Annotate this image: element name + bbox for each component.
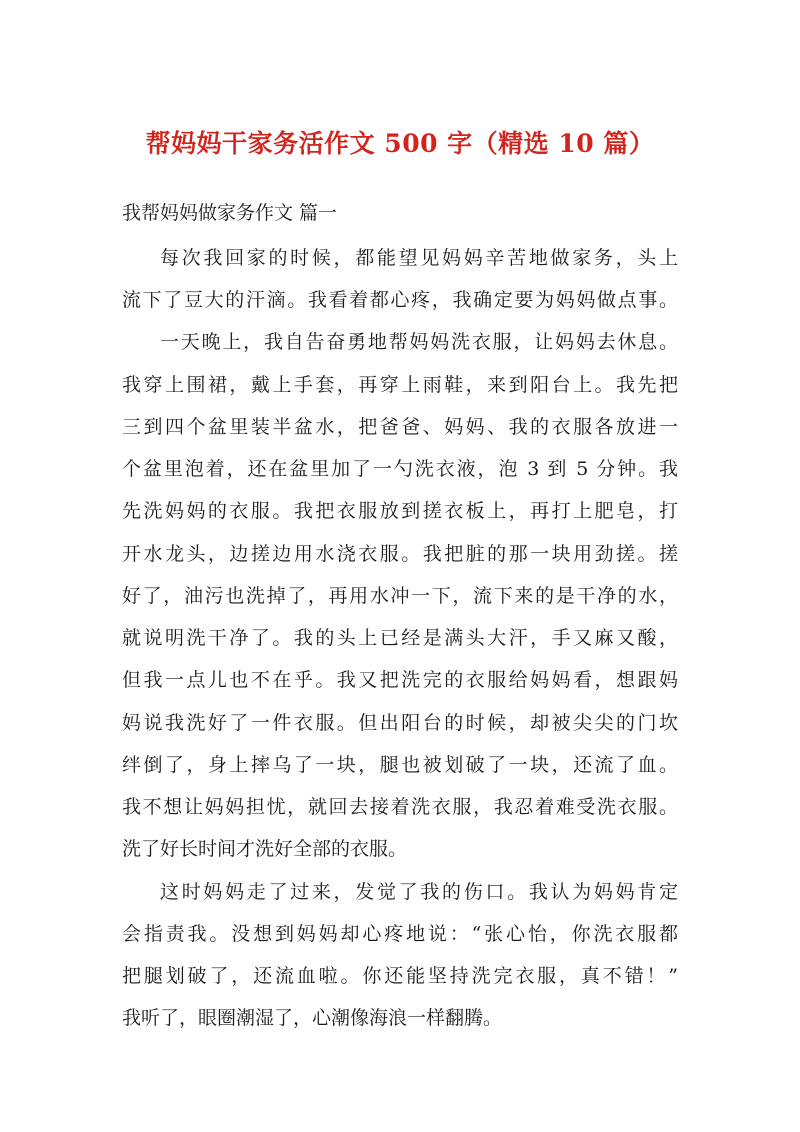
paragraph-line: 一天晚上，我自告奋勇地帮妈妈洗衣服，让妈妈去休息。 [160,331,678,353]
paragraph-line: 绊倒了，身上摔乌了一块，腿也被划破了一块，还流了血。 [122,754,678,776]
paragraph-line: 开水龙头，边搓边用水浇衣服。我把脏的那一块用劲搓。搓 [122,543,678,565]
paragraph-line: 我听了，眼圈潮湿了，心潮像海浪一样翻腾。 [122,1007,503,1029]
document-title: 帮妈妈干家务活作文 500 字（精选 10 篇） [145,129,655,158]
paragraph-line: 但我一点儿也不在乎。我又把洗完的衣服给妈妈看，想跟妈 [122,669,678,691]
paragraph-line: 先洗妈妈的衣服。我把衣服放到搓衣板上，再打上肥皂，打 [122,500,678,522]
paragraph-line: 妈说我洗好了一件衣服。但出阳台的时候，却被尖尖的门坎 [122,712,678,734]
paragraph-line: 我穿上围裙，戴上手套，再穿上雨鞋，来到阳台上。我先把 [122,374,678,396]
paragraph-line: 个盆里泡着，还在盆里加了一勺洗衣液，泡 3 到 5 分钟。我 [122,458,678,480]
paragraph-line: 洗了好长时间才洗好全部的衣服。 [122,838,408,860]
paragraph-line: 每次我回家的时候，都能望见妈妈辛苦地做家务，头上 [160,247,678,269]
paragraph-line: 就说明洗干净了。我的头上已经是满头大汗，手又麻又酸， [122,627,678,649]
paragraph-line: 三到四个盆里装半盆水，把爸爸、妈妈、我的衣服各放进一 [122,416,678,438]
section-heading: 我帮妈妈做家务作文 篇一 [122,202,338,224]
paragraph-line: 会指责我。没想到妈妈却心疼地说：“张心怡，你洗衣服都 [122,923,678,945]
paragraph-line: 把腿划破了，还流血啦。你还能坚持洗完衣服，真不错！” [122,965,678,987]
paragraph-line: 我不想让妈妈担忧，就回去接着洗衣服，我忍着难受洗衣服。 [122,796,678,818]
paragraph-line: 好了，油污也洗掉了，再用水冲一下，流下来的是干净的水， [122,585,678,607]
paragraph-line: 流下了豆大的汗滴。我看着都心疼，我确定要为妈妈做点事。 [122,289,678,311]
paragraph-line: 这时妈妈走了过来，发觉了我的伤口。我认为妈妈肯定 [160,881,678,903]
